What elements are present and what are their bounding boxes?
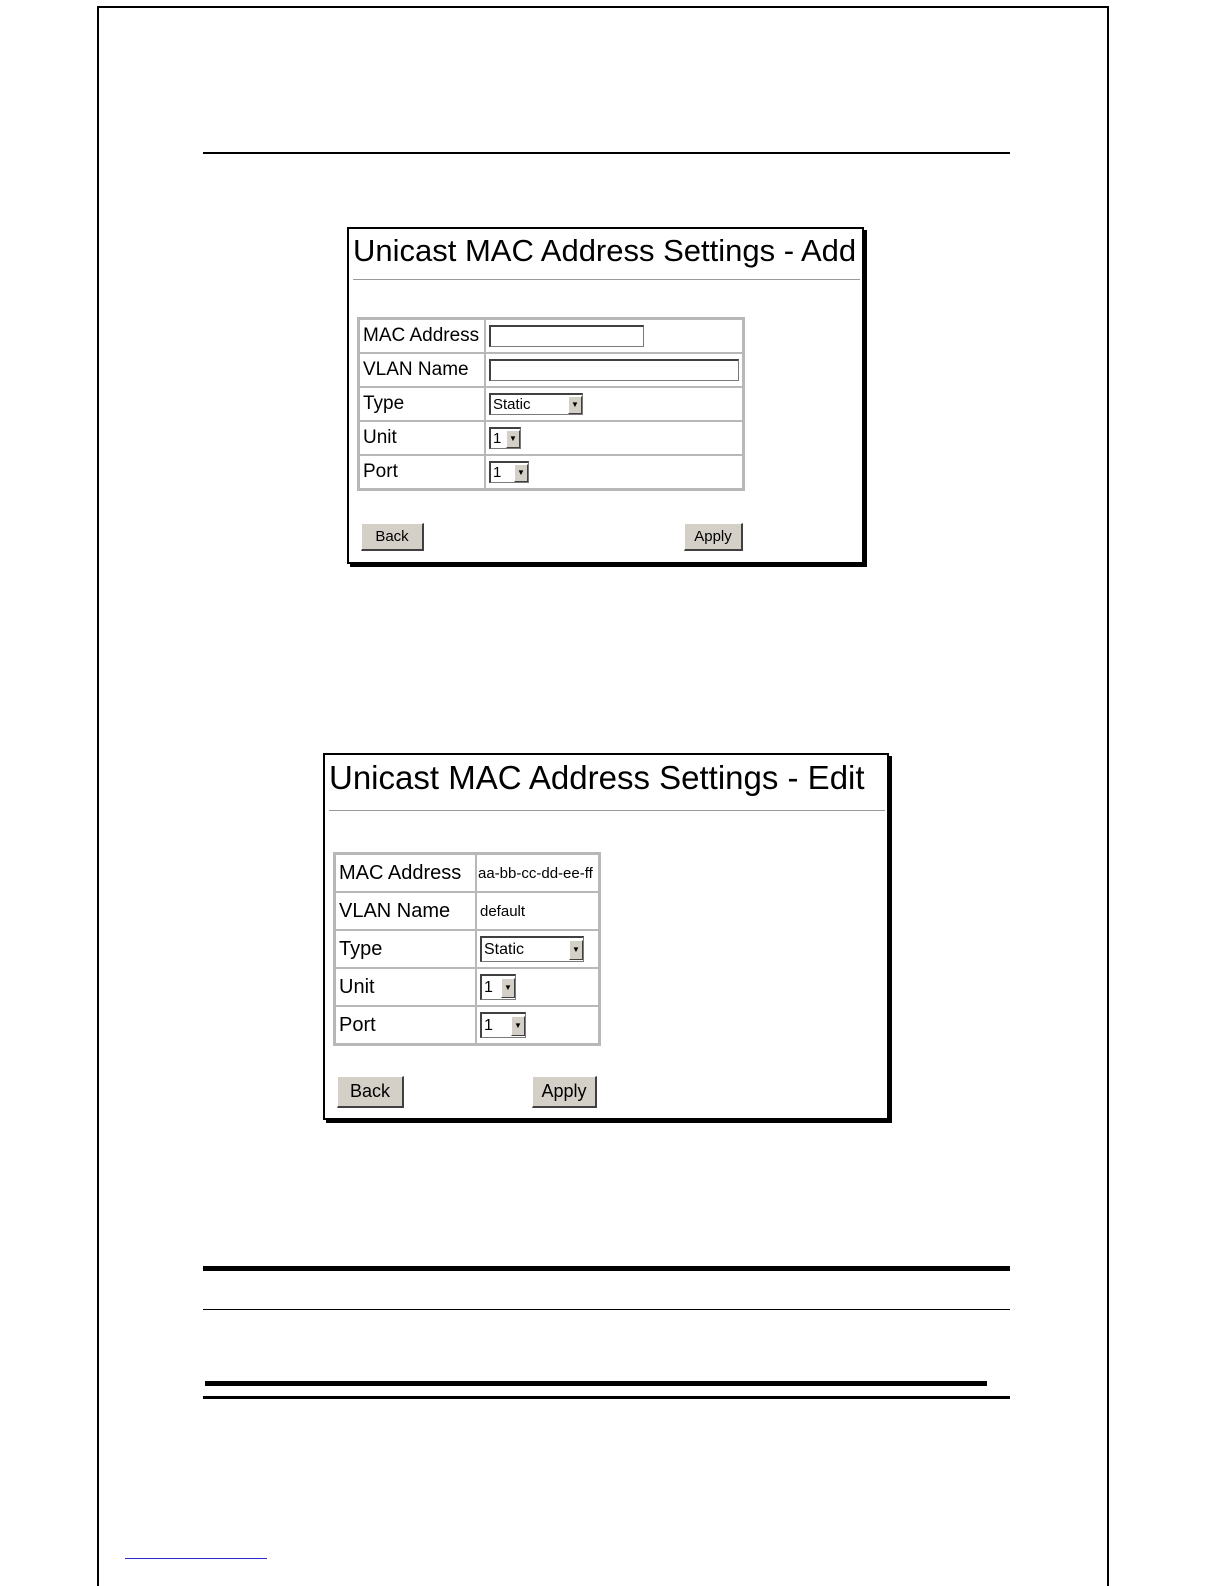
- bottom-divider-thick-2: [205, 1381, 987, 1386]
- bottom-divider-thick: [203, 1266, 1010, 1271]
- port-cell: [476, 1006, 599, 1044]
- type-label: Type: [359, 387, 485, 421]
- port-select-value: 1: [484, 1016, 493, 1034]
- mac-address-cell: [485, 319, 743, 353]
- table-row: [359, 319, 743, 353]
- edit-title-divider: [329, 810, 885, 811]
- vlan-name-input[interactable]: [489, 359, 739, 381]
- add-form-table: [357, 317, 745, 491]
- edit-dialog: [323, 753, 889, 1120]
- chevron-down-icon[interactable]: ▼: [506, 430, 520, 448]
- back-button[interactable]: Back: [361, 523, 424, 551]
- add-dialog-title: Unicast MAC Address Settings - Add: [353, 233, 857, 268]
- type-select-value: Static: [493, 396, 531, 413]
- unit-cell: [476, 968, 599, 1006]
- type-cell: [476, 930, 599, 968]
- unit-label: Unit: [335, 968, 476, 1006]
- apply-button[interactable]: Apply: [684, 523, 743, 551]
- chevron-down-icon[interactable]: ▼: [568, 396, 582, 414]
- table-row: [359, 387, 743, 421]
- vlan-name-cell: [485, 353, 743, 387]
- port-label: Port: [359, 455, 485, 489]
- add-dialog: [347, 227, 864, 564]
- chevron-down-icon[interactable]: ▼: [501, 978, 515, 998]
- table-row: [359, 455, 743, 489]
- chevron-down-icon[interactable]: ▼: [514, 464, 528, 482]
- chevron-down-icon[interactable]: ▼: [569, 940, 583, 960]
- mac-address-value: aa-bb-cc-dd-ee-ff: [476, 854, 599, 892]
- apply-button[interactable]: Apply: [532, 1076, 597, 1108]
- unit-label: Unit: [359, 421, 485, 455]
- port-label: Port: [335, 1006, 476, 1044]
- unit-cell: [485, 421, 743, 455]
- table-row: [335, 968, 599, 1006]
- port-select-value: 1: [493, 464, 502, 481]
- table-row: [359, 421, 743, 455]
- type-select[interactable]: [480, 936, 584, 962]
- table-row: [335, 930, 599, 968]
- unit-select-value: 1: [493, 430, 502, 447]
- top-divider: [203, 152, 1010, 154]
- mac-address-label: MAC Address: [359, 319, 485, 353]
- footnote-rule: [125, 1558, 267, 1559]
- back-button[interactable]: Back: [337, 1076, 404, 1108]
- bottom-divider-3: [203, 1396, 1010, 1399]
- edit-form-table: [333, 852, 601, 1046]
- add-title-divider: [353, 279, 860, 280]
- type-label: Type: [335, 930, 476, 968]
- table-row: [335, 1006, 599, 1044]
- unit-select[interactable]: [480, 974, 516, 1000]
- vlan-name-value: default: [476, 892, 599, 930]
- port-cell: [485, 455, 743, 489]
- type-cell: [485, 387, 743, 421]
- table-row: [335, 854, 599, 892]
- type-select[interactable]: [489, 393, 583, 415]
- bottom-divider-thin: [203, 1309, 1010, 1310]
- type-select-value: Static: [484, 940, 525, 958]
- edit-dialog-title: Unicast MAC Address Settings - Edit: [329, 759, 865, 796]
- mac-address-input[interactable]: [489, 325, 644, 347]
- port-select[interactable]: [480, 1012, 526, 1038]
- unit-select[interactable]: [489, 427, 521, 449]
- table-row: [359, 353, 743, 387]
- unit-select-value: 1: [484, 978, 493, 996]
- chevron-down-icon[interactable]: ▼: [511, 1016, 525, 1036]
- mac-address-label: MAC Address: [335, 854, 476, 892]
- table-row: [335, 892, 599, 930]
- port-select[interactable]: [489, 461, 529, 483]
- vlan-name-label: VLAN Name: [335, 892, 476, 930]
- vlan-name-label: VLAN Name: [359, 353, 485, 387]
